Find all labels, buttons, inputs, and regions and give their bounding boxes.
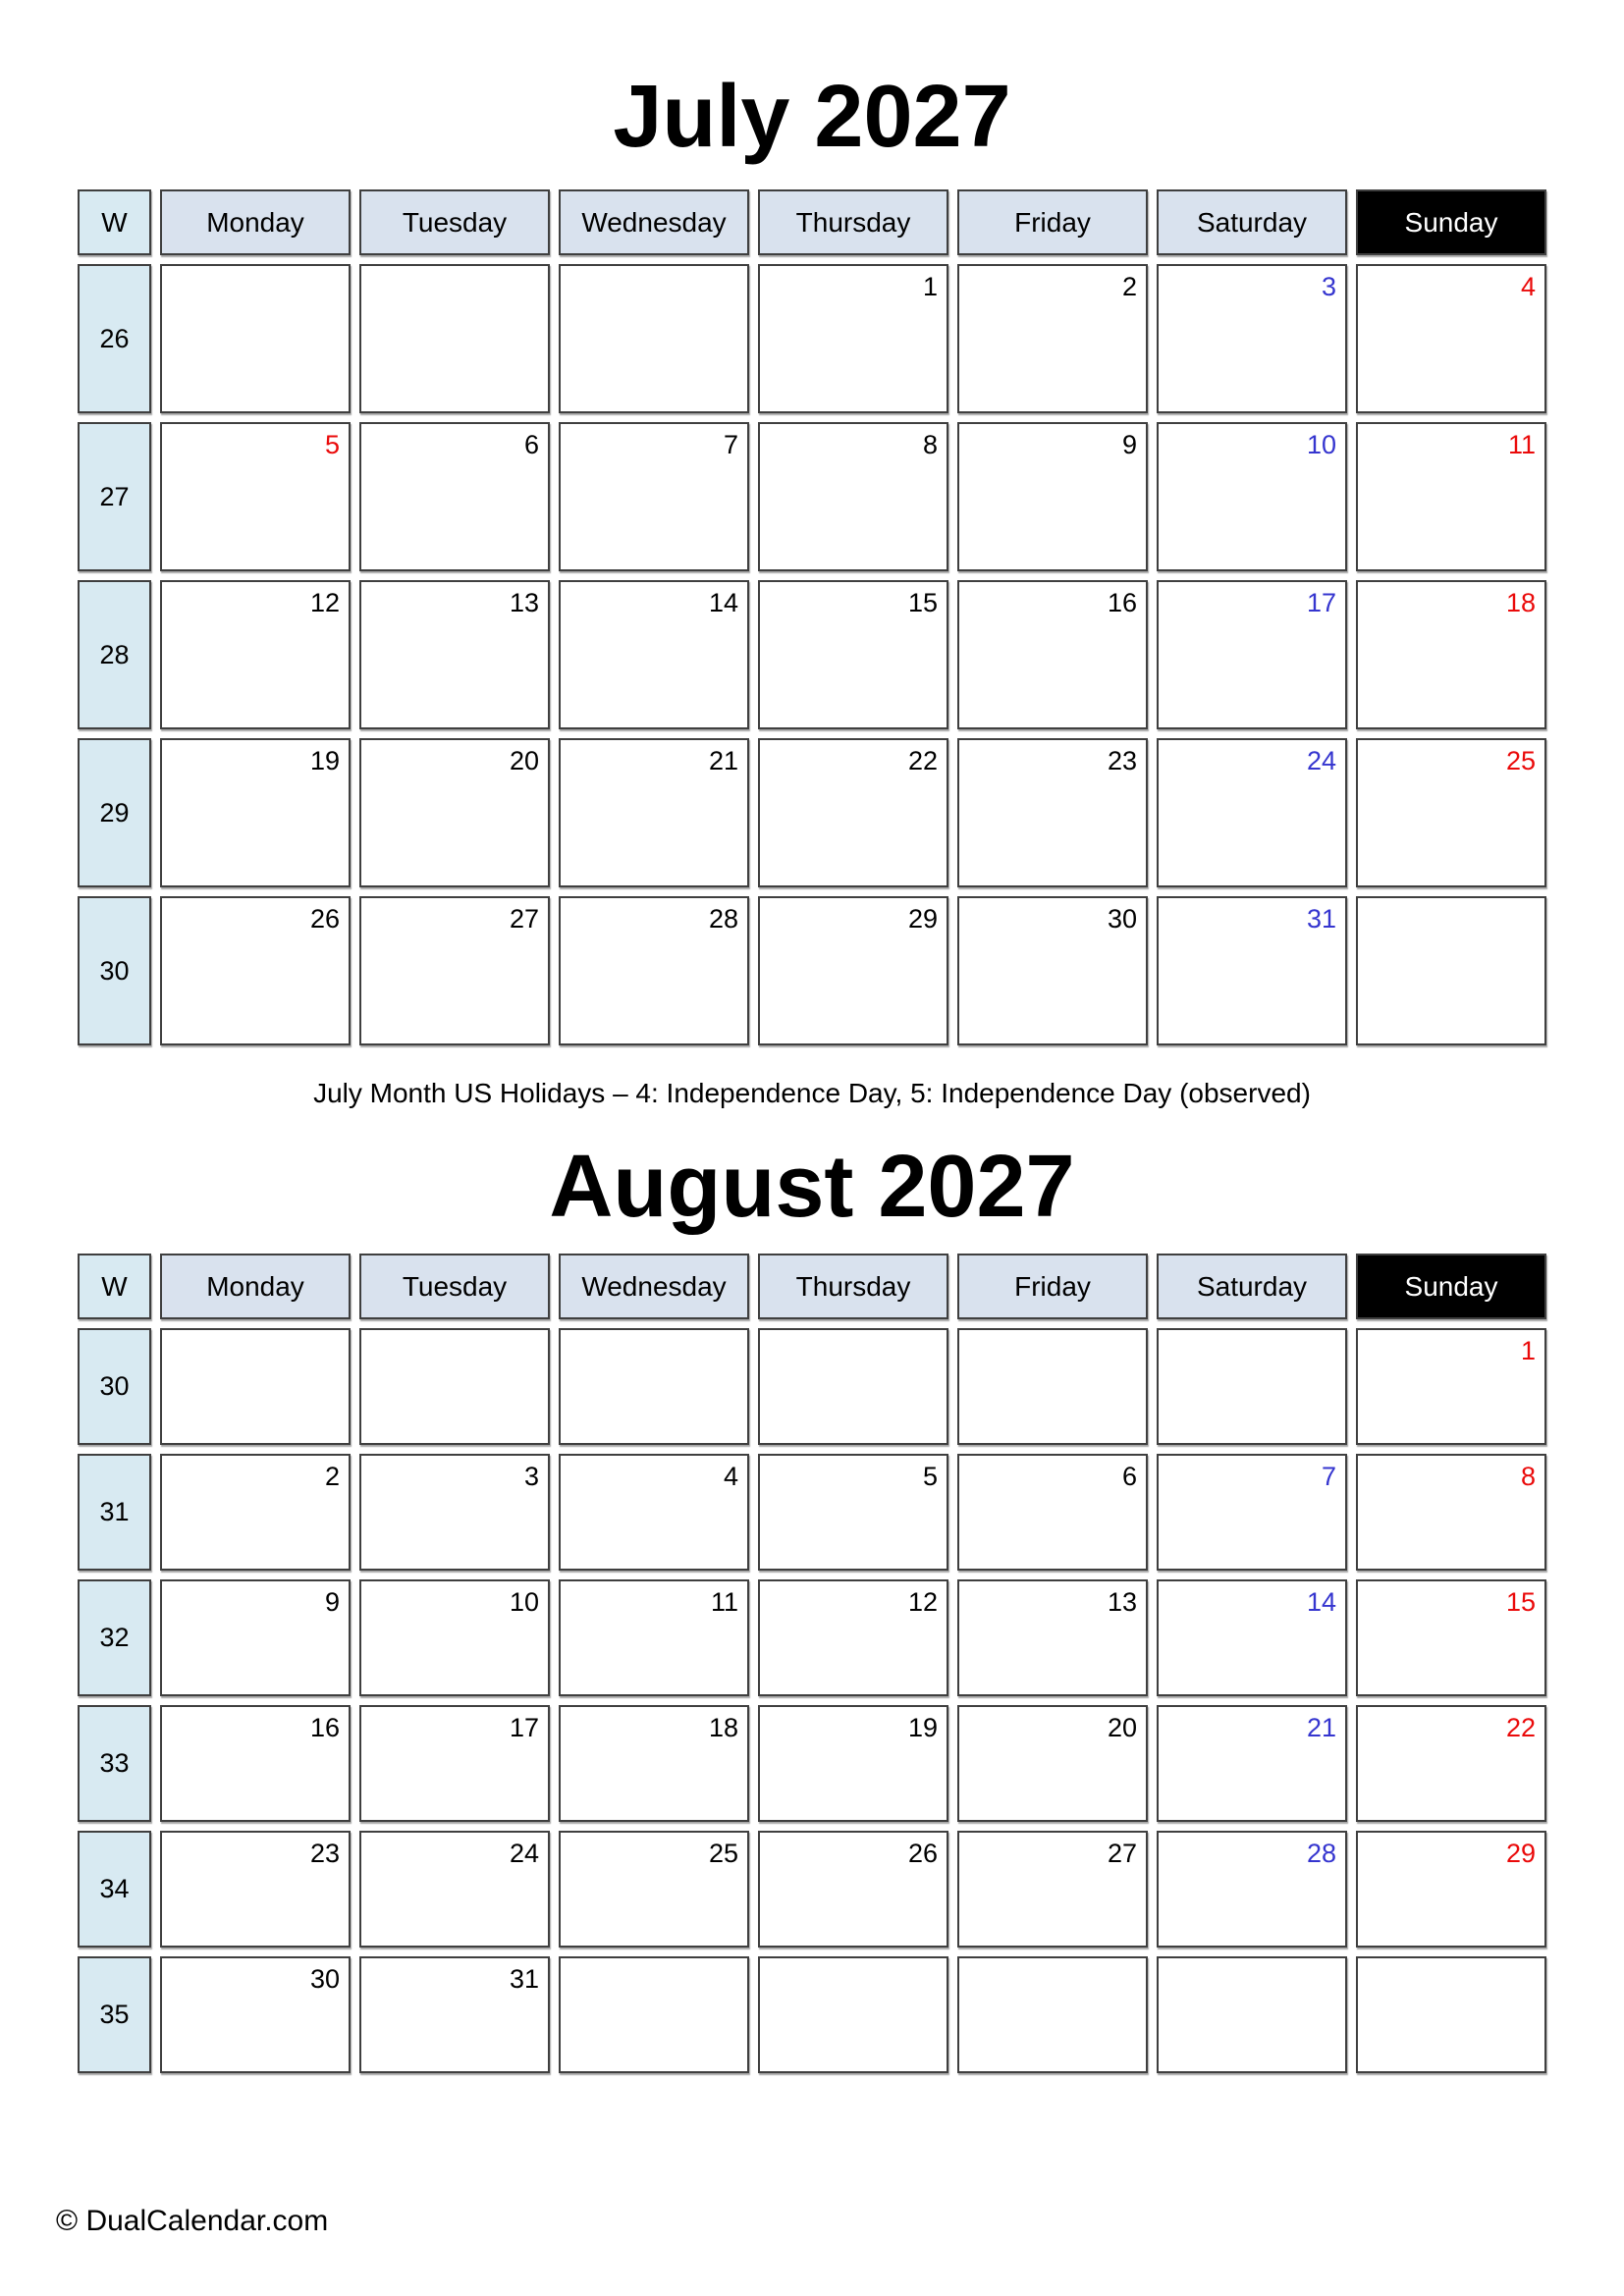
day-cell: 22 [758, 738, 948, 887]
week-number-cell: 31 [78, 1454, 151, 1571]
copyright-footer: © DualCalendar.com [56, 2205, 329, 2237]
day-cell: 12 [160, 580, 351, 729]
empty-day-cell [1356, 1956, 1546, 2073]
empty-day-cell [957, 1956, 1148, 2073]
day-cell: 20 [359, 738, 550, 887]
week-number-cell: 33 [78, 1705, 151, 1822]
august-weeks-body [78, 1328, 1546, 2073]
day-cell: 30 [957, 896, 1148, 1045]
empty-day-cell [1157, 1328, 1347, 1445]
day-cell: 17 [1157, 580, 1347, 729]
day-cell: 3 [359, 1454, 550, 1571]
weekday-header-monday: Monday [160, 189, 351, 255]
day-cell: 5 [160, 422, 351, 571]
august-title: August 2027 [549, 1138, 1075, 1236]
day-cell: 26 [160, 896, 351, 1045]
day-cell: 19 [160, 738, 351, 887]
empty-day-cell [1157, 1956, 1347, 2073]
week-number-cell: 30 [78, 1328, 151, 1445]
day-cell: 2 [957, 264, 1148, 413]
day-cell: 12 [758, 1579, 948, 1696]
day-cell: 27 [957, 1831, 1148, 1948]
week-number-cell: 28 [78, 580, 151, 729]
day-cell: 18 [559, 1705, 749, 1822]
empty-day-cell [559, 1328, 749, 1445]
weekday-header-wednesday: Wednesday [559, 1254, 749, 1319]
weekday-header-tuesday: Tuesday [359, 1254, 550, 1319]
july-week-29-row [78, 738, 1546, 887]
august-week-32-row [78, 1579, 1546, 1696]
day-cell: 27 [359, 896, 550, 1045]
day-cell: 24 [359, 1831, 550, 1948]
day-cell: 21 [559, 738, 749, 887]
day-cell: 7 [559, 422, 749, 571]
july-header-row [78, 189, 1546, 255]
day-cell: 14 [1157, 1579, 1347, 1696]
day-cell: 5 [758, 1454, 948, 1571]
day-cell: 9 [957, 422, 1148, 571]
july-header-row-tr [78, 189, 1546, 255]
day-cell: 15 [1356, 1579, 1546, 1696]
week-number-cell: 35 [78, 1956, 151, 2073]
august-week-30-row [78, 1328, 1546, 1445]
day-cell: 10 [1157, 422, 1347, 571]
day-cell: 11 [1356, 422, 1546, 571]
week-number-cell: 26 [78, 264, 151, 413]
day-cell: 28 [559, 896, 749, 1045]
day-cell: 1 [1356, 1328, 1546, 1445]
weekday-header-saturday: Saturday [1157, 189, 1347, 255]
day-cell: 16 [160, 1705, 351, 1822]
day-cell: 8 [758, 422, 948, 571]
week-number-cell: 30 [78, 896, 151, 1045]
day-cell: 22 [1356, 1705, 1546, 1822]
july-week-27-row [78, 422, 1546, 571]
july-calendar-table [69, 181, 1555, 1054]
july-week-28-row [78, 580, 1546, 729]
day-cell: 30 [160, 1956, 351, 2073]
day-cell: 14 [559, 580, 749, 729]
day-cell: 4 [559, 1454, 749, 1571]
week-number-cell: 29 [78, 738, 151, 887]
weekday-header-sunday: Sunday [1356, 1254, 1546, 1319]
day-cell: 21 [1157, 1705, 1347, 1822]
day-cell: 2 [160, 1454, 351, 1571]
day-cell: 9 [160, 1579, 351, 1696]
august-header-row [78, 1254, 1546, 1319]
august-header-row-tr [78, 1254, 1546, 1319]
day-cell: 25 [1356, 738, 1546, 887]
day-cell: 16 [957, 580, 1148, 729]
weekday-header-monday: Monday [160, 1254, 351, 1319]
week-column-header: W [78, 189, 151, 255]
day-cell: 23 [160, 1831, 351, 1948]
weekday-header-tuesday: Tuesday [359, 189, 550, 255]
week-number-cell: 32 [78, 1579, 151, 1696]
weekday-header-saturday: Saturday [1157, 1254, 1347, 1319]
empty-day-cell [559, 264, 749, 413]
week-column-header: W [78, 1254, 151, 1319]
day-cell: 13 [957, 1579, 1148, 1696]
week-number-cell: 27 [78, 422, 151, 571]
weekday-header-sunday: Sunday [1356, 189, 1546, 255]
day-cell: 11 [559, 1579, 749, 1696]
august-week-35-row [78, 1956, 1546, 2073]
day-cell: 28 [1157, 1831, 1347, 1948]
july-weeks-body [78, 264, 1546, 1045]
empty-day-cell [957, 1328, 1148, 1445]
day-cell: 29 [758, 896, 948, 1045]
day-cell: 6 [359, 422, 550, 571]
august-week-34-row [78, 1831, 1546, 1948]
week-number-cell: 34 [78, 1831, 151, 1948]
weekday-header-thursday: Thursday [758, 1254, 948, 1319]
empty-day-cell [359, 1328, 550, 1445]
july-title: July 2027 [613, 68, 1011, 166]
weekday-header-friday: Friday [957, 1254, 1148, 1319]
weekday-header-wednesday: Wednesday [559, 189, 749, 255]
day-cell: 31 [1157, 896, 1347, 1045]
weekday-header-friday: Friday [957, 189, 1148, 255]
day-cell: 1 [758, 264, 948, 413]
weekday-header-thursday: Thursday [758, 189, 948, 255]
july-week-26-row [78, 264, 1546, 413]
day-cell: 23 [957, 738, 1148, 887]
day-cell: 8 [1356, 1454, 1546, 1571]
day-cell: 17 [359, 1705, 550, 1822]
empty-day-cell [160, 264, 351, 413]
july-holidays-note: July Month US Holidays – 4: Independence Day, 5: Independence Day (observed) [313, 1078, 1311, 1108]
august-week-33-row [78, 1705, 1546, 1822]
day-cell: 24 [1157, 738, 1347, 887]
empty-day-cell [758, 1328, 948, 1445]
august-calendar-table [69, 1245, 1555, 2082]
day-cell: 25 [559, 1831, 749, 1948]
day-cell: 15 [758, 580, 948, 729]
day-cell: 13 [359, 580, 550, 729]
day-cell: 19 [758, 1705, 948, 1822]
empty-day-cell [359, 264, 550, 413]
day-cell: 20 [957, 1705, 1148, 1822]
empty-day-cell [160, 1328, 351, 1445]
july-week-30-row [78, 896, 1546, 1045]
empty-day-cell [559, 1956, 749, 2073]
day-cell: 18 [1356, 580, 1546, 729]
day-cell: 29 [1356, 1831, 1546, 1948]
day-cell: 31 [359, 1956, 550, 2073]
day-cell: 7 [1157, 1454, 1347, 1571]
day-cell: 26 [758, 1831, 948, 1948]
august-week-31-row [78, 1454, 1546, 1571]
day-cell: 3 [1157, 264, 1347, 413]
day-cell: 4 [1356, 264, 1546, 413]
empty-day-cell [1356, 896, 1546, 1045]
day-cell: 6 [957, 1454, 1148, 1571]
empty-day-cell [758, 1956, 948, 2073]
day-cell: 10 [359, 1579, 550, 1696]
